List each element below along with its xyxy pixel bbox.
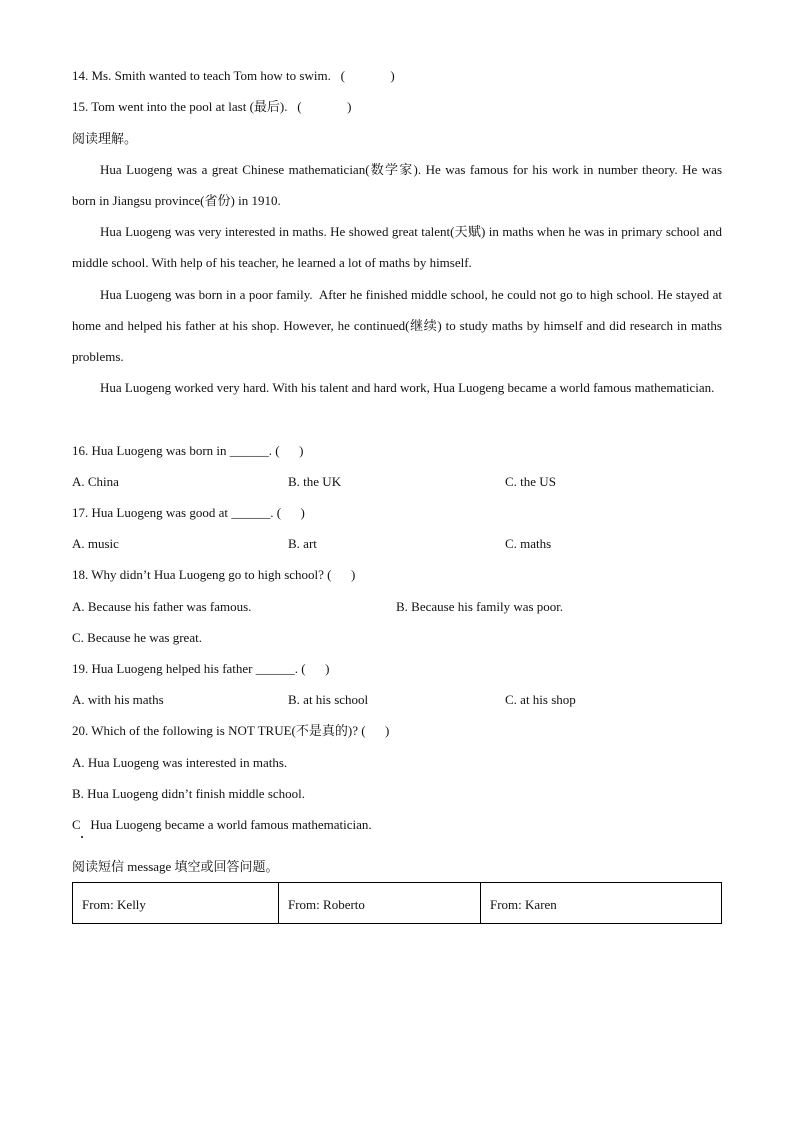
question-16-stem: 16. Hua Luogeng was born in ______. ( ) (72, 443, 304, 458)
question-18-stem: 18. Why didn’t Hua Luogeng go to high school? ( ) (72, 567, 356, 582)
passage-paragraph-3: Hua Luogeng was born in a poor family. After he finished middle school, he could not go to high school. He stayed at home and helped his father at his shop. However, he continued(继续) to study maths by himself and did research in maths problems. (72, 287, 722, 364)
passage-paragraph-1: Hua Luogeng was a great Chinese mathematician(数学家). He was famous for his work in number theory. He was born in Jiangsu province(省份) in 1910. (72, 162, 722, 208)
question-20-option-b: B. Hua Luogeng didn’t finish middle school. (72, 786, 306, 801)
question-17-stem: 17. Hua Luogeng was good at ______. ( ) (72, 505, 305, 520)
question-15: 15. Tom went into the pool at last (最后). ( ) (72, 99, 352, 114)
question-19-option-a: A. with his maths (72, 692, 164, 707)
question-16-option-a: A. China (72, 474, 119, 489)
question-17-option-c: C. maths (505, 536, 552, 551)
message-cell-kelly: From: Kelly (73, 883, 279, 923)
section-heading-reading: 阅读理解。 (72, 131, 138, 146)
question-14: 14. Ms. Smith wanted to teach Tom how to swim. ( ) (72, 68, 395, 83)
question-16-option-c: C. the US (505, 474, 556, 489)
question-17-option-b: B. art (288, 536, 317, 551)
message-table (72, 882, 722, 924)
message-cell-roberto: From: Roberto (279, 883, 481, 923)
question-19-stem: 19. Hua Luogeng helped his father ______. ( ) (72, 661, 330, 676)
question-20-option-c: C Hua Luogeng became a world famous mathematician. (72, 817, 372, 832)
question-19-option-b: B. at his school (288, 692, 369, 707)
question-17-option-a: A. music (72, 536, 119, 551)
stray-dot (81, 836, 83, 838)
question-16-option-b: B. the UK (288, 474, 342, 489)
section-heading-message: 阅读短信 message 填空或回答问题。 (72, 859, 279, 874)
question-18-option-c: C. Because he was great. (72, 630, 202, 645)
question-18-option-a: A. Because his father was famous. (72, 599, 252, 614)
question-18-option-b: B. Because his family was poor. (396, 599, 564, 614)
passage-paragraph-2: Hua Luogeng was very interested in maths. He showed great talent(天赋) in maths when he was in primary school and middle school. With help of his teacher, he learned a lot of maths by himself. (72, 224, 722, 270)
question-20-option-a: A. Hua Luogeng was interested in maths. (72, 755, 288, 770)
passage-paragraph-4: Hua Luogeng worked very hard. With his talent and hard work, Hua Luogeng became a world famous mathematician. (100, 380, 715, 395)
question-19-option-c: C. at his shop (505, 692, 576, 707)
question-20-stem: 20. Which of the following is NOT TRUE(不是真的)? ( ) (72, 723, 390, 738)
message-cell-karen: From: Karen (490, 897, 557, 912)
